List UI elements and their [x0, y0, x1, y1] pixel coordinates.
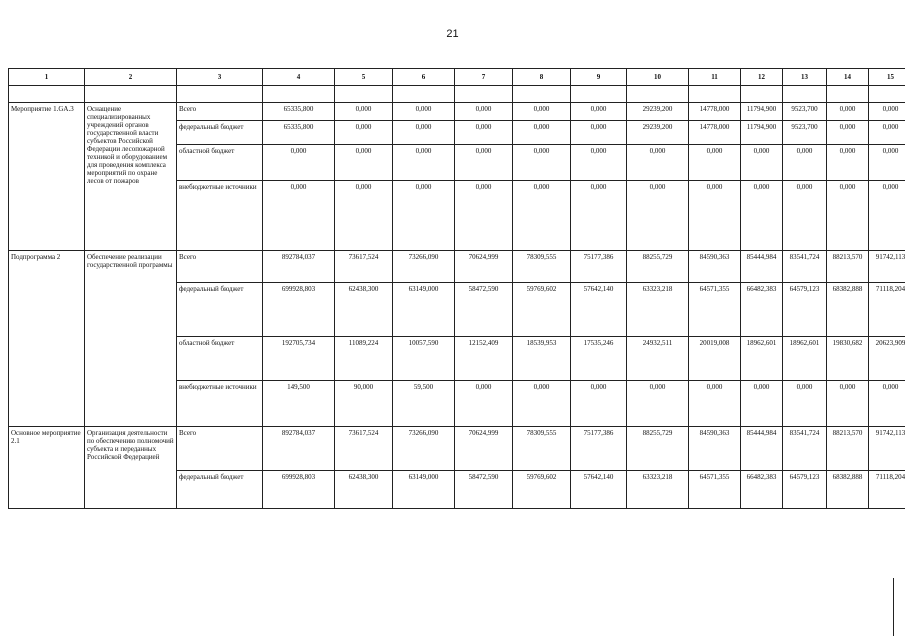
value-cell: 73266,090 — [393, 251, 455, 283]
funding-source: федеральный бюджет — [177, 121, 263, 145]
value-cell: 11794,900 — [741, 121, 783, 145]
value-cell: 90,000 — [335, 381, 393, 427]
measure-name: Мероприятие 1.GA.3 — [9, 103, 85, 251]
value-cell: 0,000 — [335, 145, 393, 181]
measure-description: Обеспечение реализации государственной программы — [85, 251, 177, 427]
value-cell: 9523,700 — [783, 121, 827, 145]
funding-source: Всего — [177, 103, 263, 121]
value-cell: 892784,037 — [263, 251, 335, 283]
value-cell: 24932,511 — [627, 337, 689, 381]
value-cell: 84590,363 — [689, 251, 741, 283]
measure-description: Оснащение специализированных учреждений органов государственной власти субъектов Российской Федерации лесопожарной техникой и оборудованием для проведения комплекса мероприятий по охране лесов от пожаров — [85, 103, 177, 251]
value-cell: 20019,008 — [689, 337, 741, 381]
value-cell: 0,000 — [783, 181, 827, 251]
value-cell: 0,000 — [627, 381, 689, 427]
margin-line — [893, 578, 894, 636]
value-cell: 0,000 — [827, 381, 869, 427]
value-cell: 0,000 — [827, 103, 869, 121]
value-cell: 73617,524 — [335, 251, 393, 283]
header-cell: 10 — [627, 69, 689, 86]
funding-source: Всего — [177, 427, 263, 471]
funding-source: внебюджетные источники — [177, 181, 263, 251]
value-cell: 73266,090 — [393, 427, 455, 471]
value-cell: 68382,888 — [827, 283, 869, 337]
value-cell: 0,000 — [393, 145, 455, 181]
header-cell: 6 — [393, 69, 455, 86]
table-row — [9, 427, 905, 471]
value-cell: 0,000 — [627, 145, 689, 181]
value-cell: 9523,700 — [783, 103, 827, 121]
value-cell: 59,500 — [393, 381, 455, 427]
value-cell: 14778,000 — [689, 103, 741, 121]
table-row — [9, 251, 905, 283]
header-cell: 8 — [513, 69, 571, 86]
value-cell: 84590,363 — [689, 427, 741, 471]
value-cell: 66482,383 — [741, 471, 783, 509]
value-cell: 12152,409 — [455, 337, 513, 381]
value-cell: 0,000 — [455, 121, 513, 145]
value-cell: 0,000 — [263, 145, 335, 181]
value-cell: 0,000 — [513, 381, 571, 427]
value-cell: 699928,803 — [263, 283, 335, 337]
value-cell: 0,000 — [571, 121, 627, 145]
header-cell: 12 — [741, 69, 783, 86]
value-cell: 68382,888 — [827, 471, 869, 509]
value-cell: 0,000 — [689, 181, 741, 251]
value-cell: 91742,113 — [869, 427, 905, 471]
value-cell: 78309,555 — [513, 427, 571, 471]
header-cell: 7 — [455, 69, 513, 86]
measure-name: Подпрограмма 2 — [9, 251, 85, 427]
value-cell: 20623,909 — [869, 337, 905, 381]
value-cell: 11794,900 — [741, 103, 783, 121]
value-cell: 91742,113 — [869, 251, 905, 283]
value-cell: 0,000 — [827, 181, 869, 251]
value-cell: 58472,590 — [455, 471, 513, 509]
value-cell: 57642,140 — [571, 471, 627, 509]
value-cell: 0,000 — [455, 103, 513, 121]
budget-table — [8, 68, 905, 509]
value-cell: 78309,555 — [513, 251, 571, 283]
funding-source: областной бюджет — [177, 145, 263, 181]
value-cell: 66482,383 — [741, 283, 783, 337]
funding-source: федеральный бюджет — [177, 471, 263, 509]
value-cell: 0,000 — [571, 181, 627, 251]
value-cell: 88255,729 — [627, 427, 689, 471]
value-cell: 0,000 — [741, 145, 783, 181]
value-cell: 0,000 — [627, 181, 689, 251]
value-cell: 85444,984 — [741, 251, 783, 283]
value-cell: 65335,800 — [263, 103, 335, 121]
value-cell: 0,000 — [571, 103, 627, 121]
header-cell: 3 — [177, 69, 263, 86]
header-cell: 14 — [827, 69, 869, 86]
value-cell: 70624,999 — [455, 427, 513, 471]
value-cell: 0,000 — [869, 145, 905, 181]
value-cell: 29239,200 — [627, 121, 689, 145]
value-cell: 0,000 — [335, 181, 393, 251]
value-cell: 0,000 — [869, 181, 905, 251]
value-cell: 699928,803 — [263, 471, 335, 509]
value-cell: 149,500 — [263, 381, 335, 427]
value-cell: 0,000 — [571, 381, 627, 427]
value-cell: 0,000 — [741, 381, 783, 427]
header-cell: 15 — [869, 69, 905, 86]
value-cell: 0,000 — [455, 181, 513, 251]
value-cell: 0,000 — [455, 381, 513, 427]
value-cell: 0,000 — [827, 145, 869, 181]
value-cell: 0,000 — [689, 381, 741, 427]
value-cell: 88213,570 — [827, 251, 869, 283]
funding-source: федеральный бюджет — [177, 283, 263, 337]
header-cell: 11 — [689, 69, 741, 86]
spacer-row — [9, 86, 905, 103]
measure-name: Основное мероприятие 2.1 — [9, 427, 85, 509]
value-cell: 63149,000 — [393, 283, 455, 337]
value-cell: 0,000 — [869, 381, 905, 427]
header-cell: 13 — [783, 69, 827, 86]
value-cell: 18962,601 — [741, 337, 783, 381]
header-cell: 4 — [263, 69, 335, 86]
header-cell: 1 — [9, 69, 85, 86]
value-cell: 64571,355 — [689, 471, 741, 509]
value-cell: 71118,204 — [869, 471, 905, 509]
value-cell: 62438,300 — [335, 471, 393, 509]
value-cell: 14778,000 — [689, 121, 741, 145]
value-cell: 59769,602 — [513, 471, 571, 509]
value-cell: 192705,734 — [263, 337, 335, 381]
table-body — [9, 103, 905, 509]
value-cell: 0,000 — [571, 145, 627, 181]
value-cell: 0,000 — [393, 121, 455, 145]
value-cell: 0,000 — [513, 121, 571, 145]
value-cell: 83541,724 — [783, 251, 827, 283]
value-cell: 85444,984 — [741, 427, 783, 471]
measure-description: Организация деятельности по обеспечению полномочий субъекта и переданных Российской Федерацией — [85, 427, 177, 509]
value-cell: 0,000 — [689, 145, 741, 181]
value-cell: 0,000 — [393, 103, 455, 121]
value-cell: 63323,218 — [627, 283, 689, 337]
value-cell: 59769,602 — [513, 283, 571, 337]
value-cell: 62438,300 — [335, 283, 393, 337]
header-cell: 5 — [335, 69, 393, 86]
table-row — [9, 103, 905, 121]
value-cell: 75177,386 — [571, 251, 627, 283]
value-cell: 10057,590 — [393, 337, 455, 381]
value-cell: 73617,524 — [335, 427, 393, 471]
funding-source: областной бюджет — [177, 337, 263, 381]
value-cell: 70624,999 — [455, 251, 513, 283]
value-cell: 88213,570 — [827, 427, 869, 471]
value-cell: 0,000 — [869, 121, 905, 145]
funding-source: Всего — [177, 251, 263, 283]
value-cell: 0,000 — [827, 121, 869, 145]
value-cell: 0,000 — [741, 181, 783, 251]
value-cell: 0,000 — [513, 181, 571, 251]
value-cell: 19830,682 — [827, 337, 869, 381]
value-cell: 11089,224 — [335, 337, 393, 381]
value-cell: 64571,355 — [689, 283, 741, 337]
value-cell: 0,000 — [335, 121, 393, 145]
value-cell: 29239,200 — [627, 103, 689, 121]
value-cell: 63149,000 — [393, 471, 455, 509]
value-cell: 0,000 — [263, 181, 335, 251]
value-cell: 892784,037 — [263, 427, 335, 471]
value-cell: 0,000 — [513, 145, 571, 181]
header-row — [9, 69, 905, 86]
header-cell: 2 — [85, 69, 177, 86]
value-cell: 0,000 — [869, 103, 905, 121]
value-cell: 65335,800 — [263, 121, 335, 145]
value-cell: 75177,386 — [571, 427, 627, 471]
value-cell: 18539,953 — [513, 337, 571, 381]
funding-source: внебюджетные источники — [177, 381, 263, 427]
value-cell: 83541,724 — [783, 427, 827, 471]
value-cell: 0,000 — [455, 145, 513, 181]
page-number: 21 — [446, 28, 459, 40]
value-cell: 64579,123 — [783, 471, 827, 509]
value-cell: 0,000 — [783, 145, 827, 181]
value-cell: 0,000 — [513, 103, 571, 121]
value-cell: 0,000 — [335, 103, 393, 121]
value-cell: 64579,123 — [783, 283, 827, 337]
header-cell: 9 — [571, 69, 627, 86]
value-cell: 63323,218 — [627, 471, 689, 509]
value-cell: 58472,590 — [455, 283, 513, 337]
value-cell: 0,000 — [393, 181, 455, 251]
value-cell: 71118,204 — [869, 283, 905, 337]
value-cell: 18962,601 — [783, 337, 827, 381]
value-cell: 17535,246 — [571, 337, 627, 381]
value-cell: 88255,729 — [627, 251, 689, 283]
value-cell: 57642,140 — [571, 283, 627, 337]
value-cell: 0,000 — [783, 381, 827, 427]
